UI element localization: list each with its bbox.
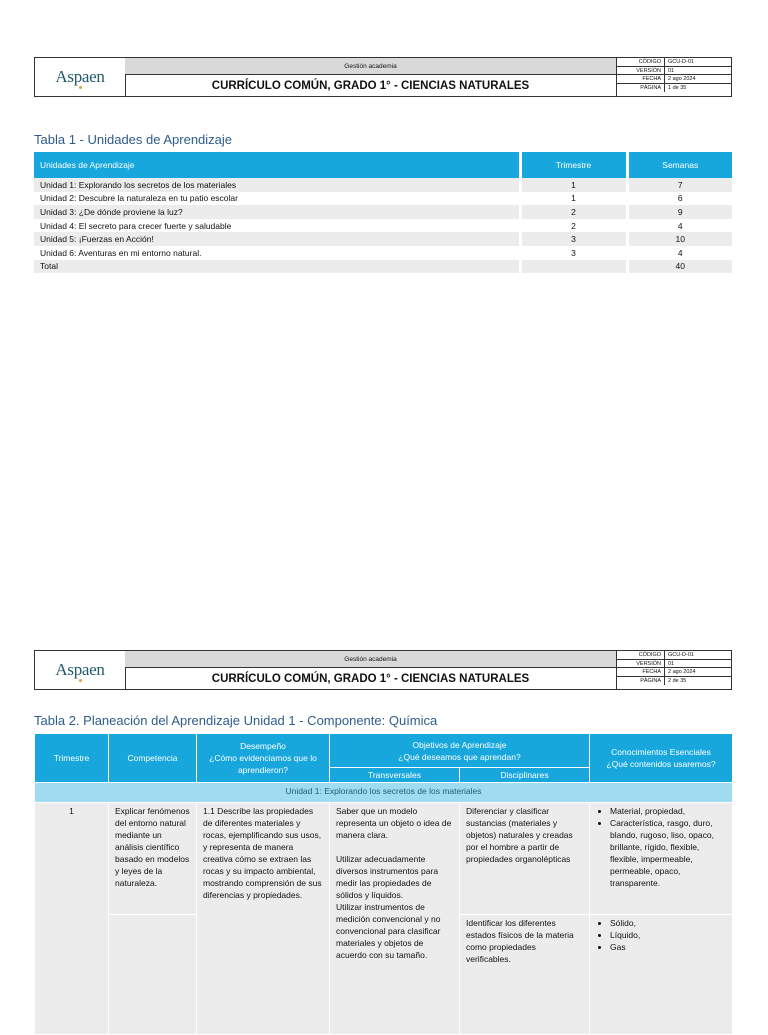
disciplinares-cell: Diferenciar y clasificar sustancias (materiales y objetos) naturales y creadas por el hombre a partir de propiedades organolépticas — [460, 803, 590, 915]
total-value: 40 — [627, 260, 732, 274]
document-title: CURRÍCULO COMÚN, GRADO 1° - CIENCIAS NATURALES — [211, 79, 530, 92]
meta-value: 2 ago 2024 — [668, 76, 696, 82]
table2-caption: Tabla 2. Planeación del Aprendizaje Unidad 1 - Componente: Química — [34, 713, 438, 728]
document-header-page2 — [34, 650, 732, 690]
objetivos-question: ¿Qué deseamos que aprendan? — [398, 751, 521, 762]
meta-key: PÁGINA — [616, 84, 665, 93]
unit-name: Unidad 1: Explorando los secretos de los materiales — [34, 178, 520, 192]
units-table — [34, 152, 732, 273]
table-row — [34, 192, 732, 206]
transversal-item: Saber que un modelo representa un objeto o idea de manera clara. — [336, 806, 452, 840]
col-header-objetivos — [330, 734, 590, 768]
table-row — [34, 219, 732, 233]
unit-name: Unidad 3: ¿De dónde proviene la luz? — [34, 205, 520, 219]
table-row — [34, 246, 732, 260]
conocimiento-item: • Característica, rasgo, duro, blando, rugoso, liso, opaco, brillante, rígido, flexible, flexible, impermeable, permeable, opaco, transparente. — [610, 817, 726, 889]
disciplinares-cell: Identificar los diferentes estados físicos de la materia como propiedades verificables. — [460, 915, 590, 1035]
meta-value: 01 — [668, 660, 675, 667]
meta-key: CÓDIGO — [616, 58, 665, 66]
col-header-semanas: Semanas — [627, 152, 732, 178]
meta-key: FECHA — [616, 75, 665, 83]
transversales-cell — [330, 803, 460, 1035]
meta-value: 01 — [668, 67, 675, 74]
meta-value: 1 de 35 — [668, 84, 687, 91]
conocimiento-item: • Material, propiedad, — [610, 805, 726, 817]
meta-key: VERSIÓN — [616, 660, 665, 668]
unit-semanas: 4 — [677, 220, 683, 231]
unit-name: Unidad 2: Descubre la naturaleza en tu patio escolar — [34, 192, 520, 206]
conocimientos-cell — [590, 915, 733, 1035]
col-header-trimestre: Trimestre — [35, 734, 109, 783]
meta-value: GCU-D-01 — [668, 59, 694, 65]
document-title: CURRÍCULO COMÚN, GRADO 1° - CIENCIAS NATURALES — [211, 672, 530, 685]
document-meta — [616, 58, 732, 96]
col-header-disciplinares: Disciplinares — [460, 768, 590, 783]
unit-semanas: 4 — [677, 247, 683, 258]
meta-key: PÁGINA — [616, 677, 665, 686]
unit-trimestre: 3 — [520, 246, 627, 260]
unit-row: Unidad 1: Explorando los secretos de los materiales — [35, 783, 733, 803]
col-header-conocimientos — [590, 734, 733, 783]
table-row — [34, 232, 732, 246]
meta-value: GCU-D-01 — [668, 652, 694, 658]
planning-table — [34, 733, 733, 1035]
trimestre-cell: 1 — [35, 803, 109, 1035]
unit-semanas: 7 — [627, 178, 732, 192]
unit-trimestre: 1 — [520, 178, 627, 192]
department-label: Gestión academia — [125, 651, 616, 668]
desempeno-question: ¿Cómo evidenciamos que lo aprendieron? — [209, 753, 317, 775]
logo-text: Aspaen — [55, 660, 105, 679]
logo-dot-icon — [79, 679, 82, 682]
table1-caption: Tabla 1 - Unidades de Aprendizaje — [34, 132, 233, 147]
competencia-cell-empty — [109, 915, 197, 1035]
document-header — [34, 57, 732, 97]
aspaen-logo — [35, 58, 126, 96]
transversal-item: Utilizar instrumentos de medición convencional y no convencional para clasificar materiales y objetos de acuerdo con su tamaño. — [336, 902, 441, 960]
unit-trimestre: 1 — [520, 192, 627, 206]
logo-dot-icon — [79, 86, 82, 89]
meta-key: CÓDIGO — [616, 651, 665, 659]
conocimientos-title: Conocimientos Esenciales — [611, 747, 711, 757]
aspaen-logo — [35, 651, 126, 689]
unit-name: Unidad 5: ¡Fuerzas en Acción! — [34, 232, 520, 246]
table-row — [34, 178, 732, 192]
desempeno-cell: 1.1 Describe las propiedades de diferentes materiales y rocas, ejemplificando sus usos, y representa de manera creativa cómo se extraen las rocas y su impacto ambiental, mostrando comprensión de sus diferencias y propiedades. — [197, 803, 330, 1035]
conocimientos-cell — [590, 803, 733, 915]
col-header-transversales: Transversales — [330, 768, 460, 783]
total-label: Total — [34, 260, 520, 274]
desempeno-title: Desempeño — [240, 741, 286, 751]
department-label: Gestión academia — [125, 58, 616, 75]
meta-key: VERSIÓN — [616, 67, 665, 75]
unit-semanas: 9 — [627, 205, 732, 219]
conocimiento-item: • Sólido, — [610, 917, 726, 929]
conocimiento-item: • Gas — [610, 941, 726, 953]
table-total-row — [34, 260, 732, 274]
unit-trimestre: 2 — [520, 219, 627, 233]
unit-trimestre: 2 — [520, 205, 627, 219]
document-meta — [616, 651, 732, 689]
col-header-trimestre: Trimestre — [520, 152, 627, 178]
unit-semanas: 10 — [627, 232, 732, 246]
unit-name: Unidad 4: El secreto para crecer fuerte y saludable — [34, 219, 520, 233]
table-row — [34, 205, 732, 219]
objetivos-title: Objetivos de Aprendizaje — [412, 739, 507, 750]
col-header-desempeno — [197, 734, 330, 783]
unit-name: Unidad 6: Aventuras en mi entorno natural. — [34, 246, 520, 260]
unit-semanas: 6 — [677, 193, 683, 204]
total-empty — [520, 260, 627, 274]
col-header-units: Unidades de Aprendizaje — [34, 152, 520, 178]
transversal-item: Utilizar adecuadamente diversos instrumentos para medir las propiedades de sólidos y líquidos. — [336, 854, 439, 900]
meta-key: FECHA — [616, 668, 665, 676]
col-header-competencia: Competencia — [109, 734, 197, 783]
unit-trimestre: 3 — [520, 232, 627, 246]
conocimiento-item: • Líquido, — [610, 929, 726, 941]
conocimientos-question: ¿Qué contenidos usaremos? — [606, 759, 716, 769]
competencia-cell: Explicar fenómenos del entorno natural mediante un análisis científico basado en modelos y leyes de la naturaleza. — [109, 803, 197, 915]
logo-text: Aspaen — [55, 67, 105, 86]
meta-value: 2 de 35 — [668, 677, 687, 684]
meta-value: 2 ago 2024 — [668, 669, 696, 675]
